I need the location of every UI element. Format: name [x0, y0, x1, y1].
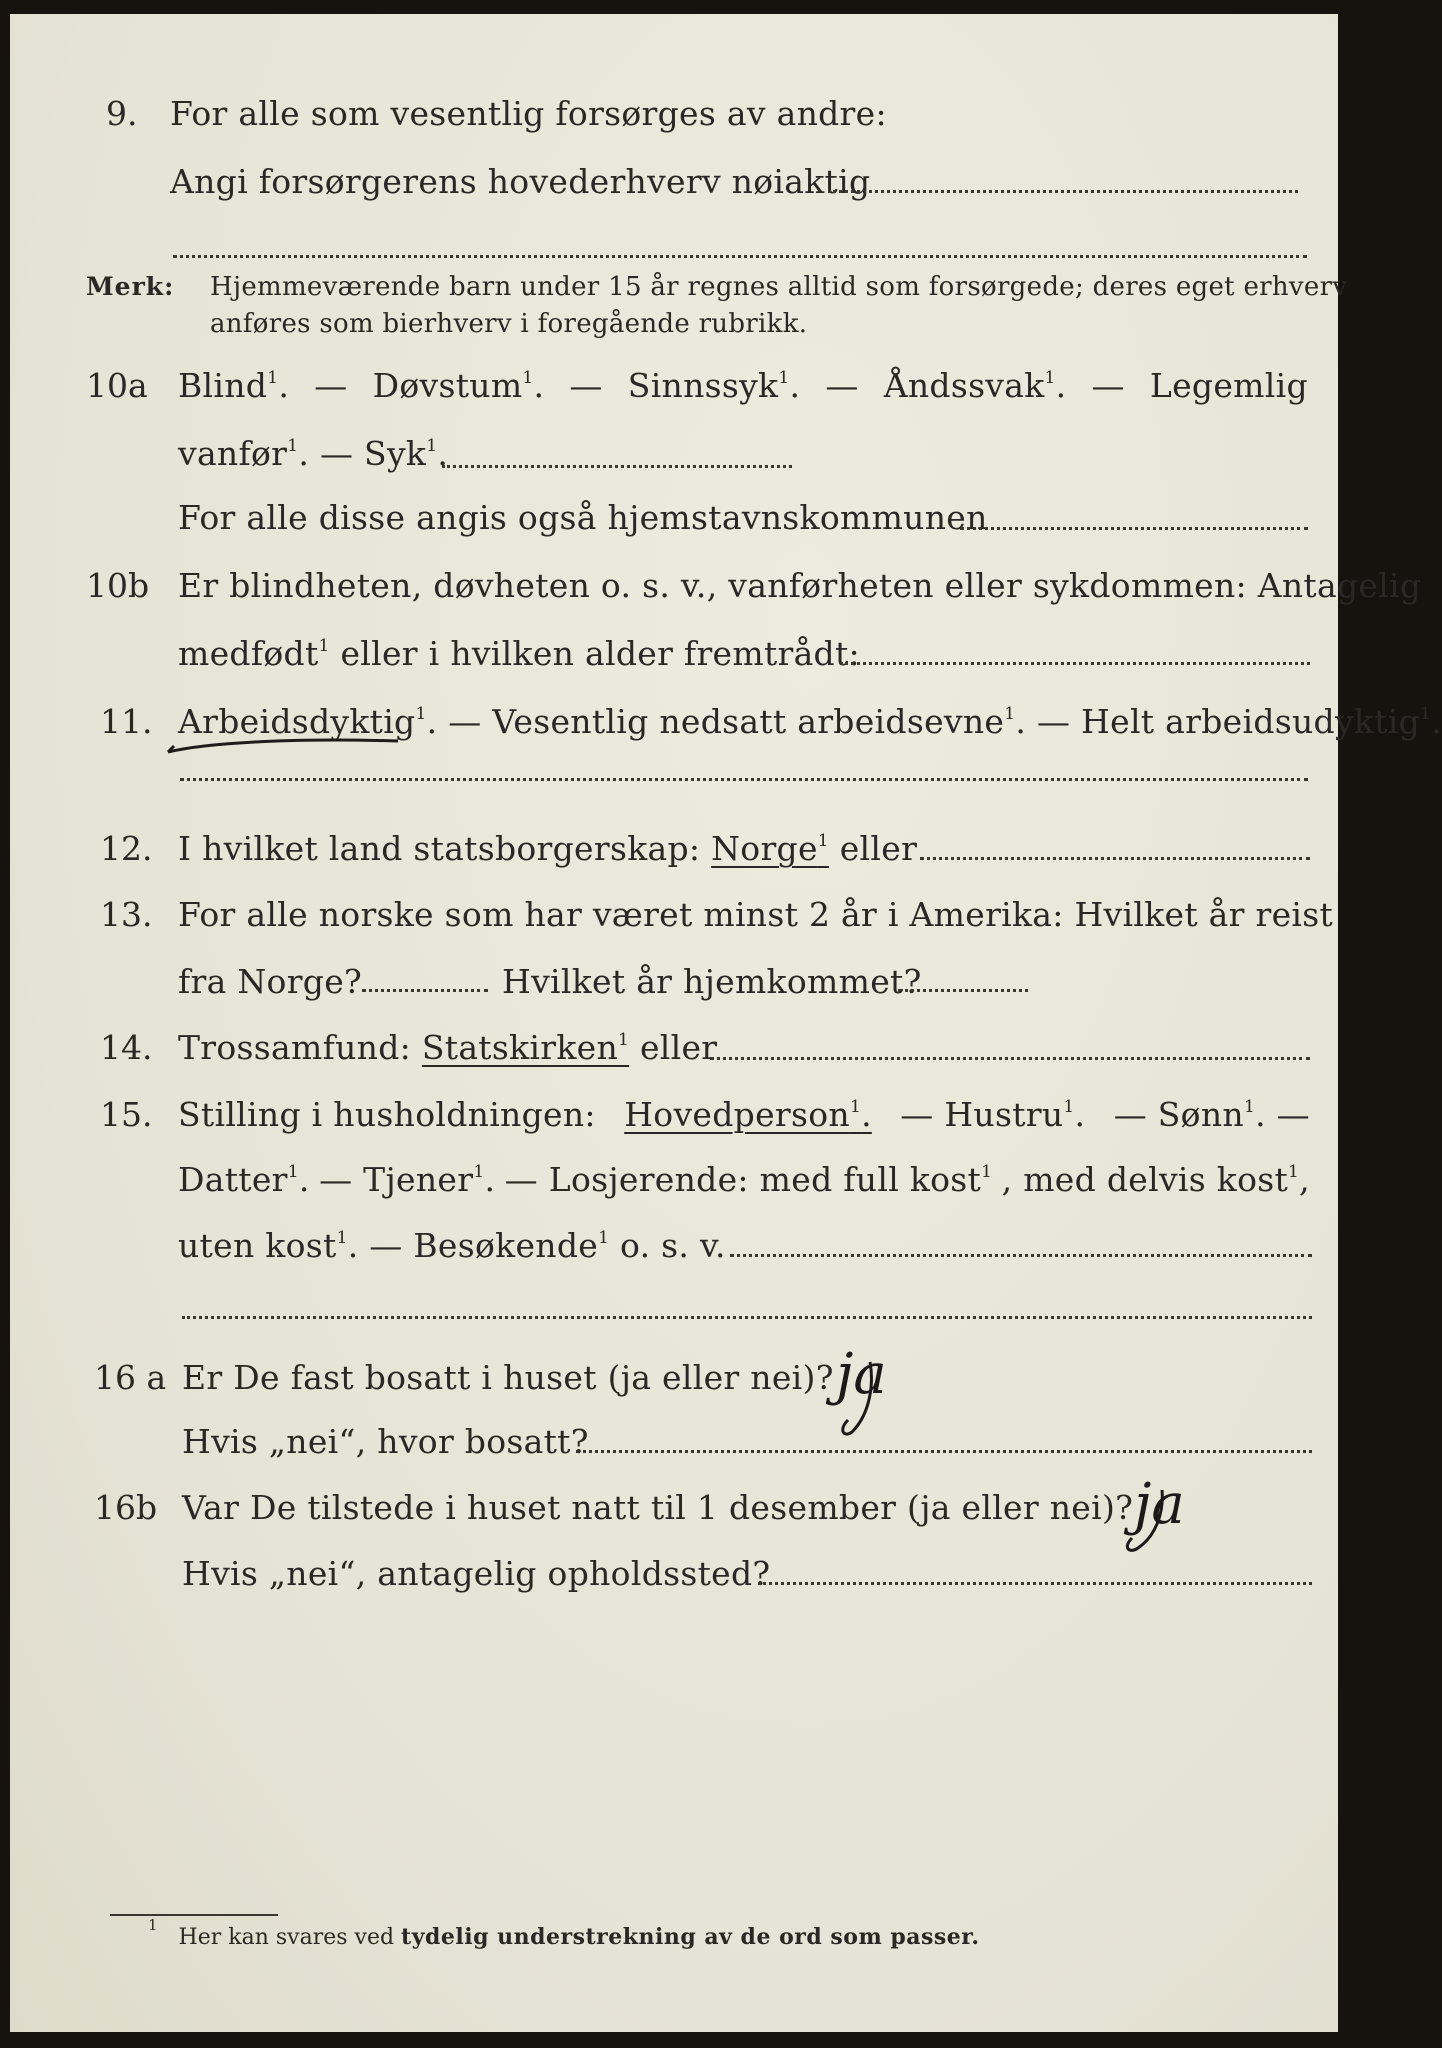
q9-extra-answer-line: [173, 255, 1307, 258]
q14-question: Trossamfund: Statskirken$^1$ eller: [178, 1028, 718, 1067]
q16b-handwritten-answer: ja: [1134, 1472, 1185, 1537]
q10a-sick-answer-line: [442, 465, 792, 468]
option-besokende: — Besøkende$^1$: [369, 1226, 610, 1265]
q12-number: 12.: [100, 829, 153, 868]
merk-label: Merk:: [86, 272, 175, 301]
q14-answer-line: [710, 1057, 1310, 1060]
merk-note-line1: Hjemmeværende barn under 15 år regnes alltid som forsørgede; deres eget erhverv: [210, 272, 1348, 302]
footnote-rule: [110, 1914, 278, 1916]
q15-answer-line: [730, 1254, 1312, 1257]
footnote-bold-text: tydelig understrekning av de ord som passer.: [401, 1924, 980, 1950]
q13-question-line1: For alle norske som har været minst 2 år i Amerika: Hvilket år reist: [178, 895, 1334, 934]
q15-number: 15.: [100, 1095, 153, 1134]
q13-number: 13.: [100, 895, 153, 934]
option-sonn: — Sønn$^1$. —: [1113, 1095, 1310, 1134]
q16b-number: 16b: [94, 1488, 158, 1527]
q15-line2: [178, 1160, 1310, 1199]
q15-line1: Stilling i husholdningen: Hovedperson$^1$. — Hustru$^1$. — Sønn$^1$. —: [178, 1095, 1310, 1134]
option-vanfor: vanfør$^1$.: [178, 434, 310, 473]
q16b-question: Var De tilstede i huset natt til 1 desember (ja eller nei)?: [182, 1488, 1134, 1527]
census-form-page: [10, 14, 1442, 2032]
q11-number: 11.: [100, 702, 153, 741]
option-arbeidsdyktig: Arbeidsdyktig$^1$.: [178, 702, 438, 741]
q13-returned-prompt: Hvilket år hjemkommet?: [502, 962, 922, 1001]
footnote: [148, 1916, 980, 1950]
option-syk: Syk$^1$.: [364, 434, 449, 473]
option-legemlig: Legemlig: [1149, 366, 1308, 405]
q16a-handwritten-answer: ja: [836, 1342, 887, 1407]
q15-extra-answer-line: [182, 1316, 1312, 1319]
option-hustru: — Hustru$^1$.: [900, 1095, 1086, 1134]
q11-handwritten-underline: [160, 724, 410, 764]
q16a-residence-prompt: Hvis „nei“, hvor bosatt?: [182, 1422, 589, 1461]
merk-note-line2: anføres som bierhverv i foregående rubrikk.: [210, 309, 808, 339]
q10b-answer-line: [840, 662, 1310, 665]
q13-left-norway-prompt: fra Norge?: [178, 962, 363, 1001]
option-delvis-kost: , med delvis kost$^1$,: [1001, 1160, 1310, 1199]
option-tjener: — Tjener$^1$.: [319, 1160, 496, 1199]
q10a-line2: vanfør$^1$. — Syk$^1$.: [178, 434, 449, 473]
q10a-municipality-answer-line: [960, 527, 1308, 530]
option-medfodt: medfødt$^1$: [178, 634, 330, 673]
q10b-question-line2: medfødt$^1$ eller i hvilken alder fremtrådt:: [178, 634, 860, 673]
option-uten-kost: uten kost$^1$.: [178, 1226, 359, 1265]
q16b-answer-line: [758, 1582, 1312, 1585]
q12-question: I hvilket land statsborgerskap: Norge$^1$ eller: [178, 829, 918, 868]
option-norge: Norge$^1$: [711, 829, 829, 868]
q16a-number: 16 a: [94, 1358, 167, 1397]
q16a-handwriting-stroke: [830, 1354, 900, 1444]
q16a-question: Er De fast bosatt i huset (ja eller nei)?: [182, 1358, 834, 1397]
option-hovedperson: Hovedperson$^1$.: [624, 1095, 872, 1134]
q10a-home-municipality-prompt: For alle disse angis også hjemstavnskommunen: [178, 498, 988, 537]
footnote-text: Her kan svares ved: [178, 1925, 395, 1950]
q11-answer-line: [180, 778, 1308, 781]
q9-question: For alle som vesentlig forsørges av andre:: [170, 94, 887, 133]
option-full-kost: — Losjerende: med full kost$^1$: [504, 1160, 993, 1199]
option-statskirken: Statskirken$^1$: [421, 1028, 630, 1067]
q16a-answer-line: [576, 1450, 1312, 1453]
q10a-number: 10a: [86, 366, 148, 405]
option-vesentlig-nedsatt: — Vesentlig nedsatt arbeidsevne$^1$.: [448, 702, 1027, 741]
q12-answer-line: [920, 857, 1310, 860]
q10b-question-line1: Er blindheten, døvheten o. s. v., vanførheten eller sykdommen: Antagelig: [178, 566, 1422, 605]
q13-year-left-answer-line: [362, 989, 488, 992]
q16b-location-prompt: Hvis „nei“, antagelig opholdssted?: [182, 1554, 771, 1593]
q16b-handwriting-stroke: [1110, 1484, 1190, 1564]
option-dovstum: Døvstum$^1$.: [372, 366, 545, 405]
option-blind: Blind$^1$.: [178, 366, 290, 405]
footnote-mark: 1: [148, 1916, 158, 1934]
q9-number: 9.: [106, 94, 138, 133]
option-datter: Datter$^1$.: [178, 1160, 310, 1199]
option-sinnssyk: Sinnssyk$^1$.: [627, 366, 801, 405]
q13-year-returned-answer-line: [898, 989, 1028, 992]
q10b-number: 10b: [86, 566, 150, 605]
q15-line3: uten kost$^1$. — Besøkende$^1$ o. s. v.: [178, 1226, 726, 1265]
q9-occupation-prompt: Angi forsørgerens hovederhverv nøiaktig: [170, 162, 871, 201]
option-andssvak: Åndssvak$^1$.: [883, 366, 1067, 405]
q10a-options-line: Blind$^1$. — Døvstum$^1$. — Sinnssyk$^1$. — Åndssvak$^1$. — Legemlig: [178, 366, 1308, 405]
option-helt-udyktig: — Helt arbeidsudyktig$^1$.: [1036, 702, 1442, 741]
q14-number: 14.: [100, 1028, 153, 1067]
q9-answer-line: [828, 190, 1298, 193]
